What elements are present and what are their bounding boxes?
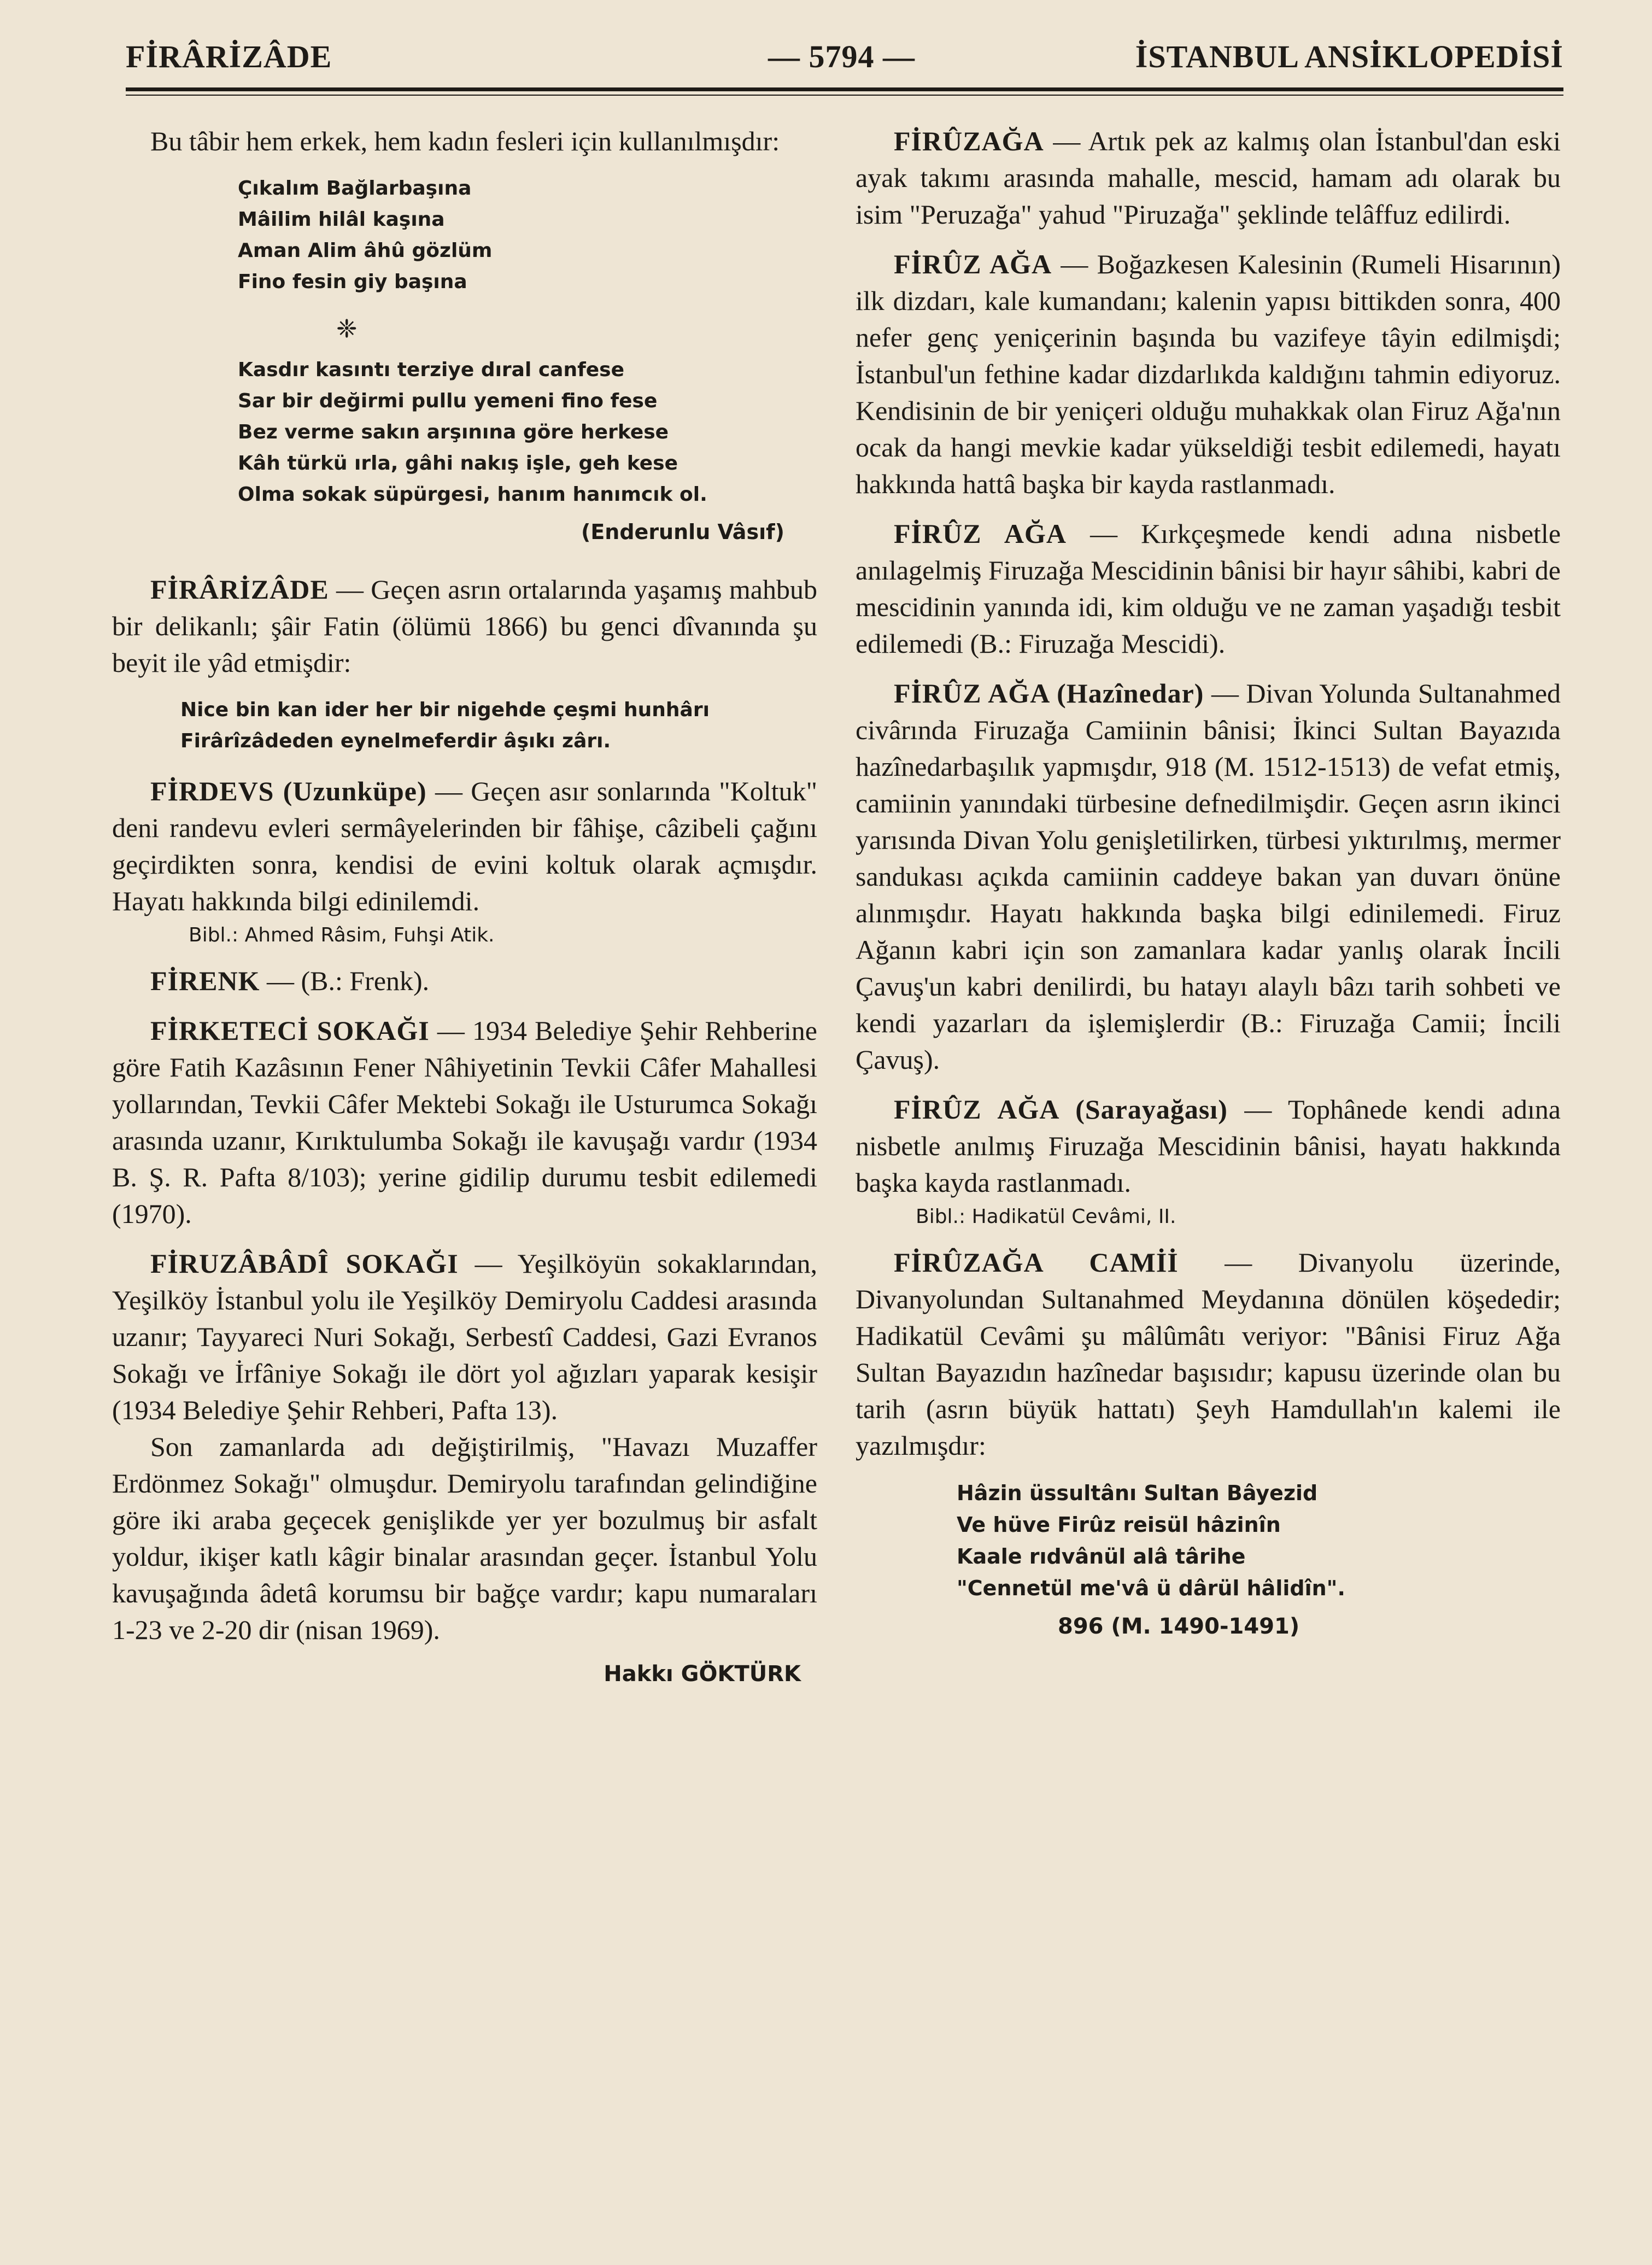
entry-text: — Tophânede kendi adına nisbetle anılmış Firuzağa Mescidinin bânisi, hayatı hakkında başka kayda rastlanmadı. xyxy=(856,1094,1561,1198)
intro-paragraph: Bu tâbir hem erkek, hem kadın fesleri için kullanılmışdır: xyxy=(150,126,780,156)
inscription-line: "Cennetül me'vâ ü dârül hâlidîn". xyxy=(957,1576,1345,1600)
author-signature: Hakkı GÖKTÜRK xyxy=(604,1661,801,1687)
bibliography: Bibl.: Ahmed Râsim, Fuhşi Atik. xyxy=(189,924,495,946)
entry-headword: FİRKETECİ SOKAĞI xyxy=(150,1015,430,1046)
poem-line: Çıkalım Bağlarbaşına xyxy=(238,177,472,200)
running-head-right: İSTANBUL ANSİKLOPEDİSİ xyxy=(1135,39,1563,74)
entry-text: — Boğazkesen Kalesinin (Rumeli Hisarının) ilk dizdarı, kale kumandanı; kalenin yapısı bittikden sonra, 400 nefer genç yeniçerinin başında bu vazifeye tâyin edilmişdi; İstanbul'un fethine kadar dizdarlıkda kaldığını tahmin ediyoruz. Kendisinin de bir yeniçeri olduğu muhakkak olan Firuz Ağa'nın ocak da hangi mevkie kadar yükseldiği tesbit edilemedi, hayatı hakkında hattâ başka bir kayda rastlanmadı. xyxy=(856,249,1561,499)
entry-headword: FİRÛZ AĞA (Hazînedar) xyxy=(894,678,1204,709)
entry-firuz-aga-dizdar xyxy=(856,246,1561,502)
entry-headword: FİRÂRİZÂDE xyxy=(150,574,329,605)
entry-text: — Divanyolu üzerinde, Divanyolundan Sultanahmed Meydanına dönülen köşededir; Hadikatül Cevâmi şu mâlûmâtı veriyor: "Bânisi Firuz Ağa Sultan Bayazıdın hazînedar başısıdır; kapusu üzerinde olan bu tarih (asrın büyük hattatı) Şeyh Hamdullah'ın kalemi ile yazılmışdır: xyxy=(856,1247,1561,1461)
beyit-line: Nice bin kan ider her bir nigehde çeşmi hunhârı xyxy=(180,699,710,721)
entry-text: — (B.: Frenk). xyxy=(266,965,430,996)
entry-firuzaga xyxy=(856,123,1561,233)
poem-line: Olma sokak süpürgesi, hanım hanımcık ol. xyxy=(238,483,707,506)
poem-line: Kasdır kasıntı terziye dıral canfese xyxy=(238,359,625,381)
entry-firuzabadi xyxy=(112,1245,817,1429)
entry-text: — Kırkçeşmede kendi adına nisbetle anılagelmiş Firuzağa Mescidinin bânisi bir hayır sâhibi, kabri de mescidinin yanında idi, kim olduğu ve ne zaman yaşadığı tesbit edilemedi (B.: Firuzağa Mescidi). xyxy=(856,518,1561,659)
page-number: — 5794 — xyxy=(768,39,915,74)
right-column xyxy=(856,123,1561,1639)
entry-firuz-aga-kirkcesme xyxy=(856,516,1561,662)
entry-firuzabadi-continued: Son zamanlarda adı değiştirilmiş, "Havazı Muzaffer Erdönmez Sokağı" olmuşdur. Demiryolu tarafından gelindiğine göre iki araba geçecek genişlikde yer yer bozulmuş bir asfalt yoldur, ikişer katlı kâgir binalar arasından geçer. İstanbul Yolu kavuşağında âdetâ korumsu bir bağçe vardır; kapu numaraları 1-23 ve 2-20 dir (nisan 1969). xyxy=(112,1431,817,1645)
entry-text: — Artık pek az kalmış olan İstanbul'dan eski ayak takımı arasında mahalle, mescid, hamam adı olarak bu isim "Peruzağa" yahud "Piruzağa" şeklinde telâffuz edilirdi. xyxy=(856,126,1561,230)
entry-headword: FİRÛZAĞA xyxy=(894,126,1044,156)
entry-headword: FİRÛZ AĞA (Sarayağası) xyxy=(894,1094,1228,1125)
inscription-date: 896 (M. 1490-1491) xyxy=(1058,1614,1300,1639)
entry-headword: FİRUZÂBÂDÎ SOKAĞI xyxy=(150,1248,459,1279)
entry-headword: FİRÛZAĞA CAMİİ xyxy=(894,1247,1179,1278)
poem-line: Mâilim hilâl kaşına xyxy=(238,208,445,231)
poem-line: Fino fesin giy başına xyxy=(238,271,467,293)
inscription-line: Hâzin üssultânı Sultan Bâyezid xyxy=(957,1481,1318,1505)
entry-headword: FİRENK xyxy=(150,965,260,996)
entry-headword: FİRÛZ AĞA xyxy=(894,518,1067,549)
entry-firketeci xyxy=(112,1012,817,1232)
bibliography: Bibl.: Hadikatül Cevâmi, II. xyxy=(916,1205,1176,1228)
poem-attribution: (Enderunlu Vâsıf) xyxy=(581,520,784,544)
inscription-line: Kaale rıdvânül alâ târihe xyxy=(957,1544,1246,1568)
poem-stanza-2 xyxy=(112,354,817,510)
stanza-separator: ❈ xyxy=(336,314,358,343)
page-header xyxy=(126,38,1563,82)
poem-line: Bez verme sakın arşınına göre herkese xyxy=(238,421,669,443)
header-rule-thin xyxy=(126,95,1563,96)
entry-text: — Divan Yolunda Sultanahmed civârında Firuzağa Camiinin bânisi; İkinci Sultan Bayazıda hazînedarbaşılık yapmışdır, 918 (M. 1512-1513) de vefat etmiş, camiinin yanındaki türbesine defnedilmişdir. Geçen asrın ikinci yarısında Divan Yolu genişletilirken, türbesi yıktırılmış, mermer sandukası açıkda camiinin caddeye bakan yan duvarı önüne alınmışdır. Hayatı hakkında başka bilgi edinilemedi. Firuz Ağanın kabri için son zamanlara kadar yanlış olarak İncili Çavuş'un kabri denilirdi, bu hatayı alaylı bâzı tarih sohbeti ve kendi yazarları da işlemişlerdir (B.: Firuzağa Camii; İncili Çavuş). xyxy=(856,678,1561,1075)
entry-firdevs xyxy=(112,773,817,920)
entry-firuz-aga-hazinedar xyxy=(856,675,1561,1078)
poem-line: Sar bir değirmi pullu yemeni fino fese xyxy=(238,390,658,412)
entry-text: — Geçen asır sonlarında "Koltuk" deni randevu evleri sermâyelerinden bir fâhişe, câzibeli çağını geçirdikten sonra, kendisi de evini koltuk olarak açmışdır. Hayatı hakkında bilgi edinilemdi. xyxy=(112,776,818,916)
entry-headword: FİRÛZ AĞA xyxy=(894,249,1052,279)
running-head-left: FİRÂRİZÂDE xyxy=(126,39,332,74)
left-column xyxy=(112,123,817,1687)
entry-firuzaga-camii xyxy=(856,1244,1561,1464)
inscription xyxy=(856,1477,1561,1604)
poem-stanza-1 xyxy=(112,173,817,297)
poem-line: Aman Alim âhû gözlüm xyxy=(238,239,493,262)
inscription-line: Ve hüve Firûz reisül hâzinîn xyxy=(957,1513,1281,1537)
entry-text: — Geçen asrın ortalarında yaşamış mahbub bir delikanlı; şâir Fatin (ölümü 1866) bu genci dîvanında şu beyit ile yâd etmişdir: xyxy=(112,574,817,678)
beyit xyxy=(112,694,817,757)
header-rule-thick xyxy=(126,87,1563,91)
entry-headword: FİRDEVS (Uzunküpe) xyxy=(150,776,427,806)
entry-text: — 1934 Belediye Şehir Rehberine göre Fatih Kazâsının Fener Nâhiyetinin Tevkii Câfer Mahallesi yollarından, Tevkii Câfer Mektebi Sokağı ile Usturumca Sokağı arasında uzanır, Kırıktulumba Sokağı ile kavuşağı vardır (1934 B. Ş. R. Pafta 8/103); yerine gidilip durumu tesbit edilemedi (1970). xyxy=(112,1015,817,1229)
beyit-line: Firârîzâdeden eynelmeferdir âşıkı zârı. xyxy=(180,730,611,752)
entry-firarizade xyxy=(112,571,817,681)
entry-text: — Yeşilköyün sokaklarından, Yeşilköy İstanbul yolu ile Yeşilköy Demiryolu Caddesi arasında uzanır; Tayyareci Nuri Sokağı, Serbestî Caddesi, Gazi Evranos Sokağı ve İrfâniye Sokağı ile dört yol ağızları yaparak kesişir (1934 Belediye Şehir Rehberi, Pafta 13). xyxy=(112,1248,818,1425)
entry-firenk xyxy=(112,963,817,999)
poem-line: Kâh türkü ırla, gâhi nakış işle, geh kese xyxy=(238,452,678,475)
entry-firuz-aga-sarayagasi xyxy=(856,1091,1561,1201)
